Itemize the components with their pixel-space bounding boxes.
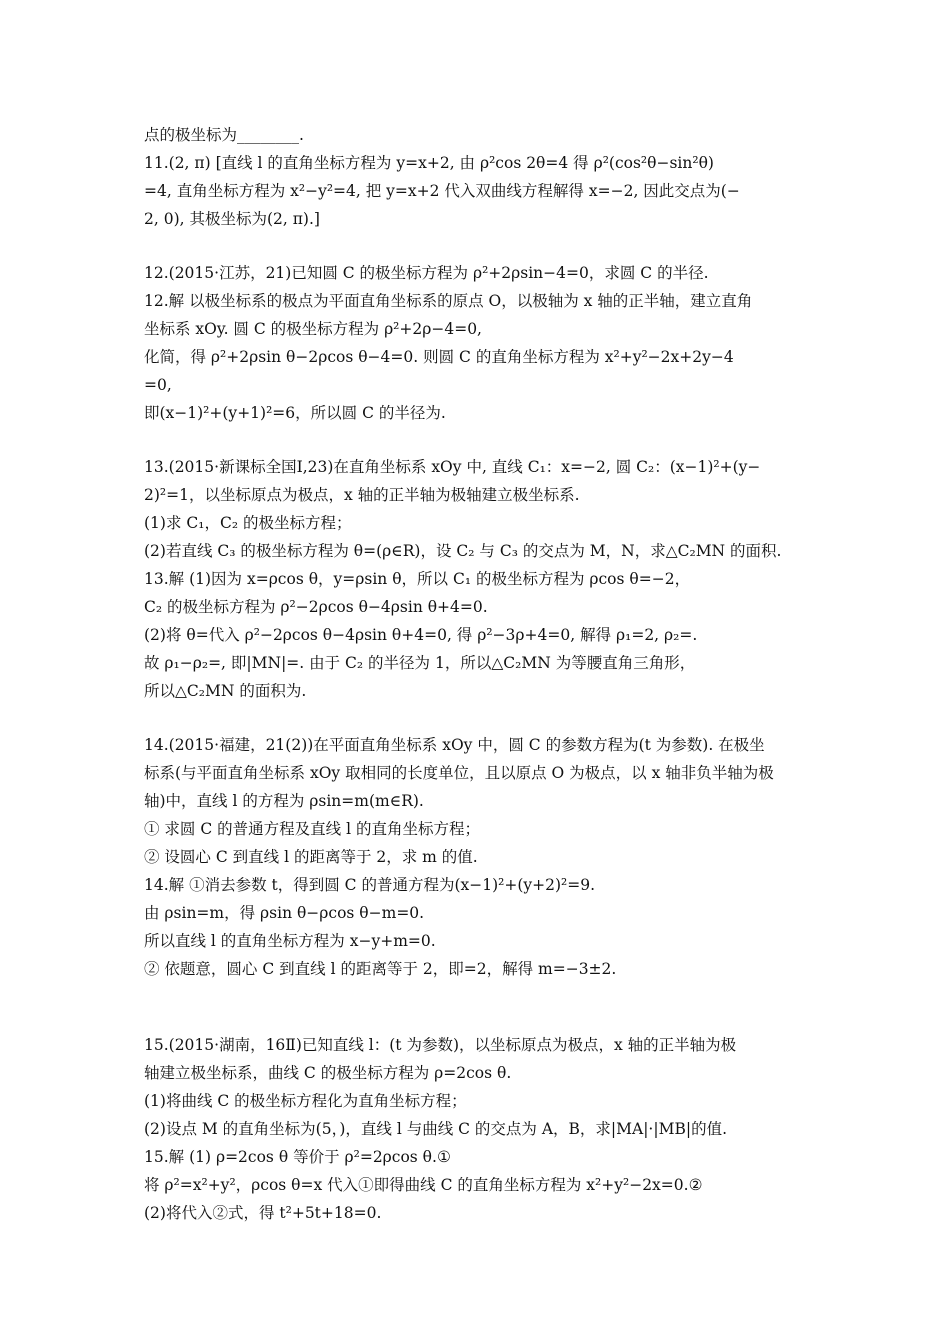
text-line: 故 ρ₁−ρ₂=, 即|MN|=. 由于 C₂ 的半径为 1，所以△C₂MN 为等腰直角三角形， xyxy=(144,654,696,672)
text-line: 点的极坐标为________. xyxy=(144,126,304,144)
text-line: 轴)中，直线 l 的方程为 ρsin=m(m∈R). xyxy=(144,792,424,810)
text-line: 13.解 (1)因为 x=ρcos θ，y=ρsin θ，所以 C₁ 的极坐标方程为 ρcos θ=−2， xyxy=(144,570,691,588)
text-line: 由 ρsin=m，得 ρsin θ−ρcos θ−m=0. xyxy=(144,904,425,922)
text-line: ① 求圆 C 的普通方程及直线 l 的直角坐标方程； xyxy=(144,820,480,838)
text-line: (2)将 θ=代入 ρ²−2ρcos θ−4ρsin θ+4=0, 得 ρ²−3ρ+4=0, 解得 ρ₁=2, ρ₂=. xyxy=(144,626,698,644)
text-line: 15.解 (1) ρ=2cos θ 等价于 ρ²=2ρcos θ.① xyxy=(144,1148,451,1166)
text-line: 12.解 以极坐标系的极点为平面直角坐标系的原点 O，以极轴为 x 轴的正半轴，建立直角 xyxy=(144,292,753,310)
text-line: 坐标系 xOy. 圆 C 的极坐标方程为 ρ²+2ρ−4=0, xyxy=(144,320,482,338)
text-line: 14.解 ①消去参数 t，得到圆 C 的普通方程为(x−1)²+(y+2)²=9. xyxy=(144,876,596,894)
text-line: ② 设圆心 C 到直线 l 的距离等于 2，求 m 的值. xyxy=(144,848,478,866)
text-line: 14.(2015·福建，21(2))在平面直角坐标系 xOy 中，圆 C 的参数方程为(t 为参数). 在极坐 xyxy=(144,736,765,754)
text-line: (2)若直线 C₃ 的极坐标方程为 θ=(ρ∈R)，设 C₂ 与 C₃ 的交点为 M，N，求△C₂MN 的面积. xyxy=(144,542,782,560)
text-line: (2)将代入②式，得 t²+5t+18=0. xyxy=(144,1204,382,1222)
text-line: ② 依题意，圆心 C 到直线 l 的距离等于 2，即=2，解得 m=−3±2. xyxy=(144,960,617,978)
text-line: C₂ 的极坐标方程为 ρ²−2ρcos θ−4ρsin θ+4=0. xyxy=(144,598,488,616)
text-line: 11.(2, π) [直线 l 的直角坐标方程为 y=x+2, 由 ρ²cos 2θ=4 得 ρ²(cos²θ−sin²θ) xyxy=(144,154,714,172)
text-line: 即(x−1)²+(y+1)²=6，所以圆 C 的半径为. xyxy=(144,404,446,422)
text-line: =0, xyxy=(144,376,172,394)
text-line: 化简，得 ρ²+2ρsin θ−2ρcos θ−4=0. 则圆 C 的直角坐标方程为 x²+y²−2x+2y−4 xyxy=(144,348,734,366)
text-line: 12.(2015·江苏，21)已知圆 C 的极坐标方程为 ρ²+2ρsin−4=0，求圆 C 的半径. xyxy=(144,264,709,282)
text-line: (1)求 C₁，C₂ 的极坐标方程； xyxy=(144,514,352,532)
text-line: 标系(与平面直角坐标系 xOy 取相同的长度单位，且以原点 O 为极点，以 x 轴非负半轴为极 xyxy=(144,764,774,782)
text-line: 2)²=1，以坐标原点为极点，x 轴的正半轴为极轴建立极坐标系. xyxy=(144,486,580,504)
text-line: 15.(2015·湖南，16Ⅱ)已知直线 l：(t 为参数)，以坐标原点为极点，x 轴的正半轴为极 xyxy=(144,1036,737,1054)
text-line: 13.(2015·新课标全国Ⅰ,23)在直角坐标系 xOy 中, 直线 C₁：x=−2, 圆 C₂：(x−1)²+(y− xyxy=(144,458,761,476)
text-line: 2, 0), 其极坐标为(2, π).] xyxy=(144,210,320,228)
text-line: =4, 直角坐标方程为 x²−y²=4, 把 y=x+2 代入双曲线方程解得 x=−2, 因此交点为(− xyxy=(144,182,740,200)
text-line: 所以直线 l 的直角坐标方程为 x−y+m=0. xyxy=(144,932,436,950)
text-line: (2)设点 M 的直角坐标为(5，)，直线 l 与曲线 C 的交点为 A，B，求|MA|·|MB|的值. xyxy=(144,1120,727,1138)
text-line: 将 ρ²=x²+y²，ρcos θ=x 代入①即得曲线 C 的直角坐标方程为 x²+y²−2x=0.② xyxy=(144,1176,703,1194)
text-line: 轴建立极坐标系，曲线 C 的极坐标方程为 ρ=2cos θ. xyxy=(144,1064,512,1082)
text-line: 所以△C₂MN 的面积为. xyxy=(144,682,307,700)
text-line: (1)将曲线 C 的极坐标方程化为直角坐标方程； xyxy=(144,1092,467,1110)
